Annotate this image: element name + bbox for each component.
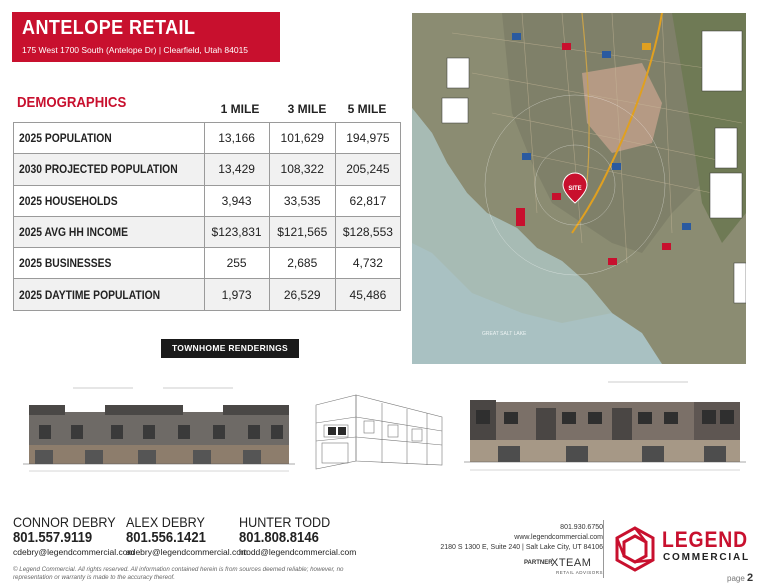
row-label: 2025 BUSINESSES (14, 248, 205, 279)
cell-3-mile: 33,535 (269, 185, 335, 216)
cell-5-mile: $128,553 (335, 216, 400, 247)
cell-5-mile: 45,486 (335, 279, 400, 310)
row-label: 2030 PROJECTED POPULATION (14, 154, 205, 185)
cell-3-mile: 26,529 (269, 279, 335, 310)
office-address: 2180 S 1300 E, Suite 240 | Salt Lake City, UT 84106 (440, 544, 603, 551)
row-label: 2025 DAYTIME POPULATION (14, 279, 205, 310)
cell-3-mile: $121,565 (269, 216, 335, 247)
cell-3-mile: 108,322 (269, 154, 335, 185)
page-label: page (727, 574, 745, 583)
demographics-table (13, 122, 401, 311)
cell-1-mile: 13,429 (204, 154, 269, 185)
townhome-elevation-rendering-2 (458, 378, 748, 478)
table-row (14, 279, 401, 310)
aerial-map-image (412, 13, 746, 364)
map-lake-label: GREAT SALT LAKE (482, 331, 527, 337)
contact-email-alex[interactable]: adebry@legendcommercial.com (126, 547, 249, 557)
column-header-1-mile: 1 MILE (220, 102, 260, 116)
cell-5-mile: 205,245 (335, 154, 400, 185)
townhome-renderings-label: TOWNHOME RENDERINGS (161, 339, 299, 358)
contact-name-hunter: HUNTER TODD (239, 514, 331, 530)
office-website-link[interactable]: www.legendcommercial.com (514, 534, 603, 541)
partner-subtitle: RETAIL ADVISORS (556, 570, 604, 575)
partner-label: PARTNER (524, 560, 553, 566)
title-banner (12, 12, 280, 62)
logo-wordmark-commercial: COMMERCIAL (663, 552, 750, 563)
row-label: 2025 POPULATION (14, 123, 205, 154)
logo-wordmark-legend: LEGEND (662, 527, 748, 552)
logo-divider (603, 520, 604, 578)
partner-brand: XTEAM (551, 557, 592, 569)
contact-phone-hunter[interactable]: 801.808.8146 (239, 530, 319, 546)
table-row (14, 248, 401, 279)
contact-phone-connor[interactable]: 801.557.9119 (13, 530, 93, 546)
cell-5-mile: 62,817 (335, 185, 400, 216)
contact-name-connor: CONNOR DEBRY (13, 514, 116, 530)
partner-logo (551, 557, 591, 569)
cell-5-mile: 4,732 (335, 248, 400, 279)
table-row (14, 154, 401, 185)
column-header-3-mile: 3 MILE (287, 102, 327, 116)
row-label: 2025 HOUSEHOLDS (14, 185, 205, 216)
aerial-map (412, 13, 746, 364)
cell-1-mile: 13,166 (204, 123, 269, 154)
office-phone[interactable]: 801.930.6750 (560, 524, 603, 531)
property-address: 175 West 1700 South (Antelope Dr) | Clearfield, Utah 84015 (22, 45, 249, 55)
cell-1-mile: 1,973 (204, 279, 269, 310)
cell-1-mile: 255 (204, 248, 269, 279)
legal-disclaimer: © Legend Commercial. All rights reserved. All information contained herein is from sources deemed reliable; however, no representation or warranty is made to the accuracy thereof. (13, 566, 344, 581)
townhome-elevation-rendering-1 (13, 385, 298, 477)
townhome-perspective-sketch (302, 383, 452, 475)
cell-3-mile: 2,685 (269, 248, 335, 279)
contact-phone-alex[interactable]: 801.556.1421 (126, 530, 206, 546)
demographics-title: DEMOGRAPHICS (17, 94, 127, 111)
column-header-5-mile: 5 MILE (347, 102, 387, 116)
legend-logo-icon (612, 526, 658, 572)
property-title: ANTELOPE RETAIL (22, 17, 196, 39)
table-row (14, 185, 401, 216)
cell-1-mile: 3,943 (204, 185, 269, 216)
map-site-label: SITE (568, 186, 582, 192)
contact-email-hunter[interactable]: htodd@legendcommercial.com (239, 547, 357, 557)
table-row (14, 123, 401, 154)
cell-1-mile: $123,831 (204, 216, 269, 247)
contact-name-alex: ALEX DEBRY (126, 514, 205, 530)
row-label: 2025 AVG HH INCOME (14, 216, 205, 247)
table-row (14, 216, 401, 247)
contact-email-connor[interactable]: cdebry@legendcommercial.com (13, 547, 135, 557)
page-number (727, 572, 753, 584)
cell-5-mile: 194,975 (335, 123, 400, 154)
cell-3-mile: 101,629 (269, 123, 335, 154)
page-number-value: 2 (747, 572, 754, 584)
